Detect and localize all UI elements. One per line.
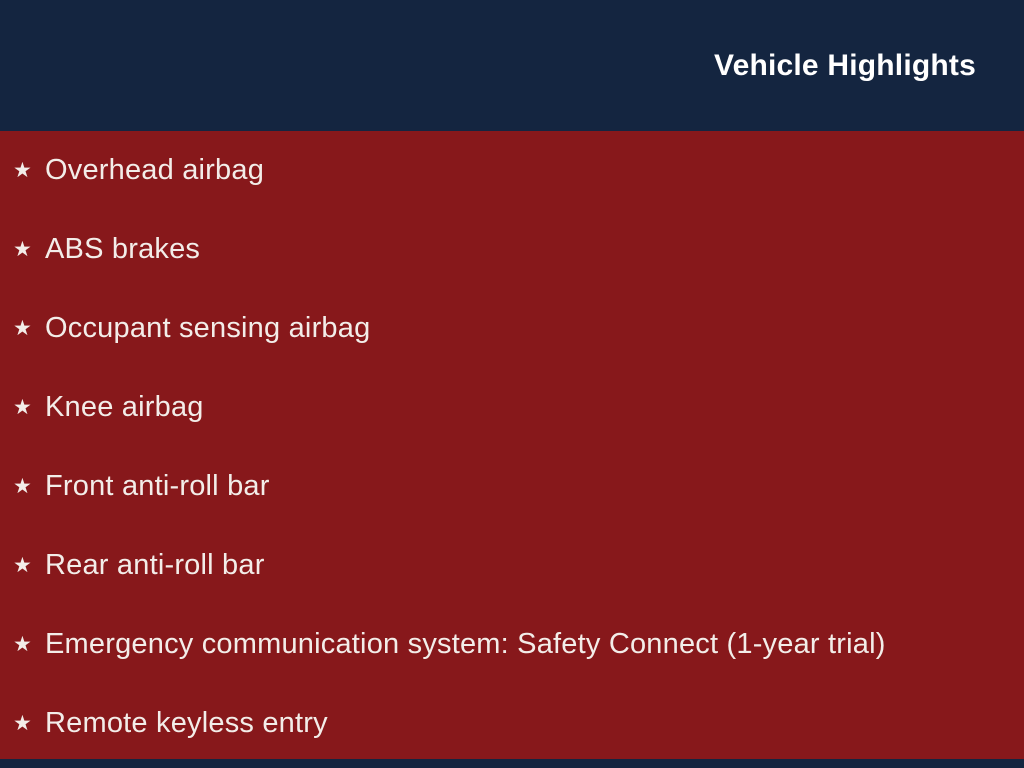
list-item-label: ABS brakes [45, 233, 201, 265]
list-item [13, 605, 1024, 684]
list-item [13, 526, 1024, 605]
footer-bar [0, 759, 1024, 768]
star-bullet-icon: ★ [13, 554, 32, 577]
list-item-label: Rear anti-roll bar [45, 549, 265, 581]
highlights-list [0, 131, 1024, 759]
list-item [13, 684, 1024, 759]
list-item [13, 447, 1024, 526]
list-item [13, 289, 1024, 368]
star-bullet-icon: ★ [13, 475, 32, 498]
list-item-label: Knee airbag [45, 391, 204, 423]
star-bullet-icon: ★ [13, 396, 32, 419]
star-bullet-icon: ★ [13, 633, 32, 656]
slide-header [0, 0, 1024, 131]
list-item-label: Remote keyless entry [45, 707, 328, 739]
list-item [13, 368, 1024, 447]
list-item [13, 210, 1024, 289]
star-bullet-icon: ★ [13, 712, 32, 735]
list-item-label: Overhead airbag [45, 154, 265, 186]
list-item [13, 131, 1024, 210]
list-item-label: Front anti-roll bar [45, 470, 270, 502]
page-title: Vehicle Highlights [714, 48, 976, 82]
list-item-label: Emergency communication system: Safety Connect (1-year trial) [45, 628, 886, 660]
list-item-label: Occupant sensing airbag [45, 312, 371, 344]
slide-body [0, 131, 1024, 759]
star-bullet-icon: ★ [13, 238, 32, 261]
star-bullet-icon: ★ [13, 317, 32, 340]
star-bullet-icon: ★ [13, 159, 32, 182]
